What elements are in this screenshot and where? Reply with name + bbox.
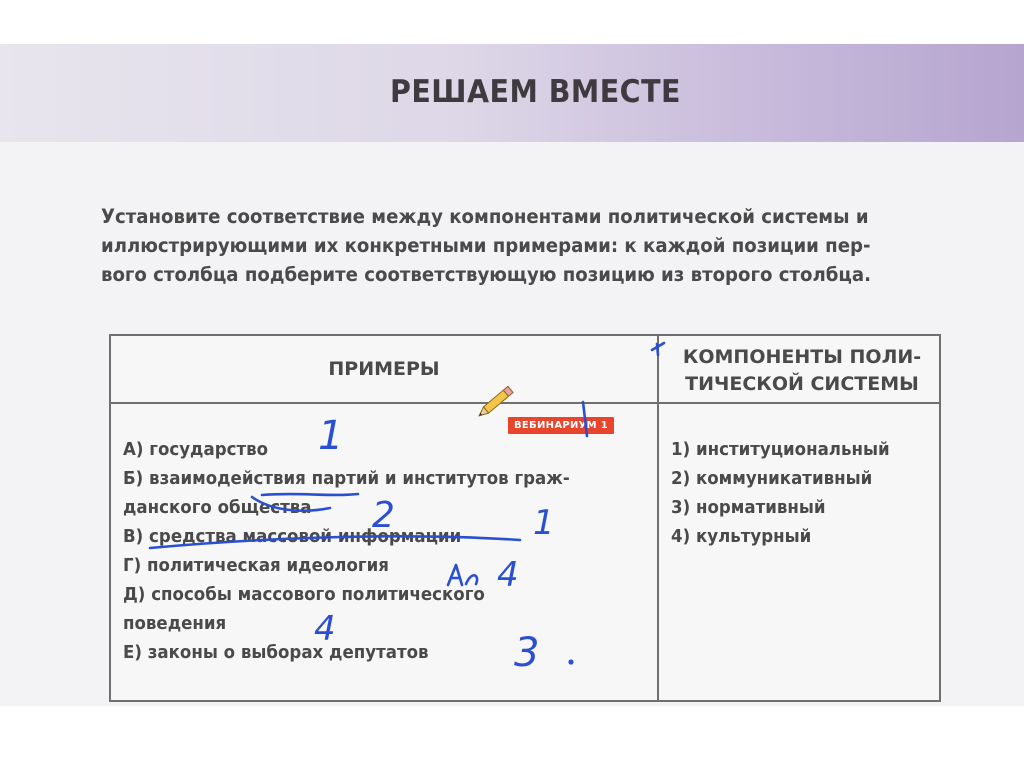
example-item: данского общества bbox=[123, 498, 312, 518]
example-item: Е) законы о выборах депутатов bbox=[123, 643, 429, 663]
component-item: 3) нормативный bbox=[671, 498, 826, 518]
presentation-slide bbox=[0, 44, 1024, 706]
example-item: Б) взаимодействия партий и институтов граж- bbox=[123, 469, 570, 489]
top-bar bbox=[0, 0, 1024, 44]
header-components-line: ТИЧЕСКОЙ СИСТЕМЫ bbox=[685, 373, 919, 395]
examples-list bbox=[123, 436, 653, 668]
column-divider bbox=[657, 336, 659, 700]
example-item: Г) политическая идеология bbox=[123, 556, 389, 576]
ink-annotation: 3 bbox=[514, 630, 540, 676]
example-item: В) средства массовой информации bbox=[123, 527, 462, 547]
header-components bbox=[671, 344, 933, 398]
component-item: 1) институциональный bbox=[671, 440, 890, 460]
header-examples: ПРИМЕРЫ bbox=[328, 358, 440, 380]
header-band bbox=[0, 44, 1024, 142]
task-line: вого столбца подберите соответствующую позицию из второго столбца. bbox=[101, 263, 871, 286]
task-line: Установите соответствие между компонентами политической системы и bbox=[101, 205, 869, 228]
component-item: 2) коммуникативный bbox=[671, 469, 873, 489]
components-list bbox=[671, 436, 933, 552]
ink-annotation: 1 bbox=[318, 413, 344, 459]
example-item: Д) способы массового политического bbox=[123, 585, 485, 605]
example-item: А) государство bbox=[123, 440, 269, 460]
header-components-line: КОМПОНЕНТЫ ПОЛИ- bbox=[682, 346, 922, 368]
ink-annotation: 1 bbox=[533, 503, 555, 543]
matching-table bbox=[109, 334, 941, 702]
example-item: поведения bbox=[123, 614, 227, 634]
component-item: 4) культурный bbox=[671, 527, 812, 547]
task-line: иллюстрирующими их конкретными примерами: к каждой позиции пер- bbox=[101, 234, 871, 257]
webinarium-badge: ВЕБИНАРИУМ 1 bbox=[508, 417, 614, 434]
slide-title: РЕШАЕМ ВМЕСТЕ bbox=[390, 74, 681, 110]
header-divider bbox=[111, 402, 939, 404]
bottom-bar bbox=[0, 706, 1024, 767]
ink-annotation: 4 bbox=[314, 609, 336, 649]
task-text bbox=[101, 202, 961, 289]
ink-annotation: 4 bbox=[497, 555, 519, 595]
ink-annotation: 2 bbox=[372, 495, 395, 536]
